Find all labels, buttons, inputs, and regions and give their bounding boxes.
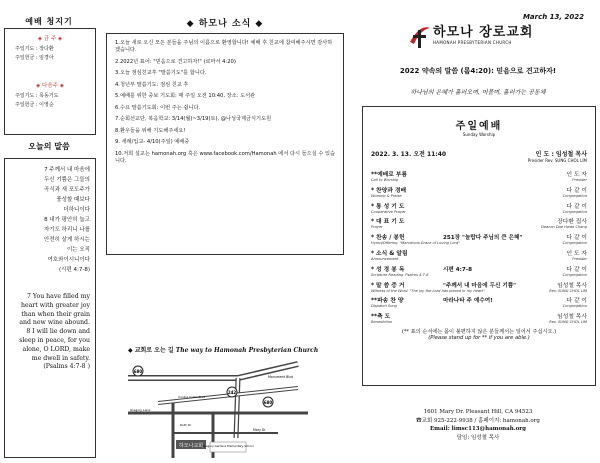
order-detail-en [402, 194, 563, 198]
verse-line: 두신 기쁨은 그들의 [43, 177, 90, 183]
news-item: 6.수요 말씀기도회: 이번 주는 쉽니다. [115, 104, 201, 111]
worship-presider-en: Presider Rev. SUNG CHOL LIM [527, 158, 587, 163]
directions-header [128, 345, 318, 354]
map-road-label: Gregory Lane [130, 408, 151, 412]
steward-group-this-week [9, 34, 91, 63]
verse-line: 곡식과 새 포도주가 [43, 187, 90, 193]
worship-presider: 인 도 : 임성철 목사 [535, 151, 587, 158]
verse-line: than when their grain [21, 310, 90, 318]
order-leader: 임성철 목사 [557, 314, 587, 321]
verse-header: 오늘의 말씀 [28, 142, 70, 151]
verse-line: 7 You have filled my [27, 293, 90, 300]
order-name-en: Dispatch Song [371, 304, 397, 309]
order-name: * 대 표 기 도 [371, 219, 405, 226]
order-name: **파송 찬 양 [371, 298, 404, 305]
order-leader-en: Congregation [562, 272, 587, 277]
verse-english [10, 293, 90, 372]
map-shield-label: 680 [263, 400, 273, 405]
steward-row: 주일헌금 : 임경아 [15, 55, 54, 61]
news-item: 2.2022년 표어: "믿음으로 견고하자!" (로마서 4:20) [115, 58, 236, 65]
order-item [371, 280, 587, 293]
news-header: ◆ 하모나 소식 ◆ [186, 19, 264, 29]
verse-box [4, 158, 96, 458]
order-name-en: Witness of the Word [371, 288, 408, 293]
standing-note-en: (Please stand up for ** if you are able.) [428, 335, 530, 342]
order-leader: 인 도 자 [566, 172, 587, 178]
left-column [0, 0, 98, 463]
order-detail-en: "Marvelous Grace of Loving Lord" [399, 241, 460, 246]
order-name: * 통 성 기 도 [371, 203, 405, 210]
verse-line: 8 내가 평안히 눕고 [44, 217, 90, 223]
order-detail: 251장 "놀랍다 주님의 큰 은혜" [443, 235, 523, 242]
order-leader-en: Congregation [562, 241, 587, 246]
order-name-en: Benediction [371, 320, 393, 325]
order-detail-en: Psalms 4:7-8 [405, 272, 429, 277]
verse-line: sleep in peace, for you [19, 336, 90, 344]
order-leader-en: Presider [572, 256, 587, 261]
order-name: * 찬양과 경배 [371, 187, 407, 194]
map-road-label: Mary Dr [253, 428, 266, 432]
order-item [371, 185, 587, 198]
order-detail-en [398, 257, 572, 261]
map-school-label: Gregory Gardens Elementary School [202, 444, 254, 448]
order-leader: 임성철 목사 [557, 282, 587, 289]
order-item [371, 295, 587, 308]
news-box [106, 33, 344, 255]
map-road-label: Monument Blvd [268, 375, 294, 379]
logo-cross-vertical [418, 30, 421, 48]
news-item: 1.오늘 새로 오신 모든 분들을 주님의 이름으로 환영합니다! 예배 후 친교에 참여해주시면 감사하겠습니다. [115, 40, 333, 54]
steward-group-next-week [9, 81, 91, 110]
church-name-en: HAMONAH PRESBYTERIAN CHURCH [433, 40, 512, 45]
verse-line: me dwell in safety. [31, 354, 90, 362]
order-detail-en [398, 178, 572, 182]
order-detail-en [392, 320, 549, 324]
order-name-en: Scripture Reading [371, 272, 404, 277]
steward-row: 주일기도 : 목동기도 [15, 93, 59, 99]
middle-column [100, 0, 350, 463]
order-leader-en: Congregation [562, 193, 587, 198]
church-map [118, 358, 308, 460]
worship-date: 2022. 3. 13. 오전 11:40 [371, 151, 447, 158]
church-contact [356, 408, 600, 442]
order-detail: "주께서 내 마음에 두신 기쁨" [443, 282, 517, 289]
verse-line: (시편 4:7-8) [58, 267, 90, 273]
order-item [371, 216, 587, 229]
order-name-en: Worship & Praise [371, 193, 402, 198]
church-email: Email: limsc113@hamonah.org [429, 426, 527, 432]
verse-line: heart with greater joy [21, 301, 90, 309]
map-shield-label: 680 [133, 369, 143, 374]
order-leader: 다 같 이 [566, 187, 587, 194]
order-leader: 장다환 집사 [557, 219, 587, 226]
order-name-en: Cooperative Prayer [371, 209, 406, 214]
verse-line: 자기도 하리니 나를 [43, 227, 90, 233]
order-detail-en [397, 304, 563, 308]
order-name: **축 도 [371, 314, 391, 321]
order-detail-en [406, 210, 563, 214]
order-name-en: Announcement [371, 256, 399, 261]
directions-label-en: The way to Hamonah Presbyterian Church [175, 347, 319, 354]
motto: 2022 약속의 말씀 (롬4:20): 믿음으로 견고하자! [399, 67, 557, 75]
order-detail-en: "The joy the Lord has placed in my heart" [409, 288, 485, 293]
church-logo-icon [408, 20, 432, 50]
order-leader-en: Rev. SUNG CHOL LIM [549, 320, 587, 325]
news-item: 4.청년부 말씀기도: 점심 친교 후 [115, 81, 189, 88]
verse-line: 더하니이다 [63, 207, 90, 213]
right-column [356, 0, 600, 463]
offering-header: 예배 청지기 [25, 17, 73, 26]
steward-group-title: ◈ 금 주 ◈ [37, 36, 63, 42]
verse-line: 풍성할 때보다 [56, 197, 90, 203]
order-leader-en: Rev. SUNG CHOL LIM [549, 288, 587, 293]
order-name: * 찬송 / 봉헌 [371, 235, 405, 242]
order-name-en: Call to Worship [371, 178, 399, 182]
church-name-kr: 하모나 장로교회 [433, 25, 534, 40]
map-road-label: Contra Costa Blvd [178, 395, 206, 399]
order-name: * 성 경 봉 독 [371, 266, 405, 273]
order-detail: 마라나타 주 예수여! [443, 298, 493, 305]
news-item: 9. 세례/입교- 4/10(주일) 예배중 [115, 139, 190, 146]
order-leader-en: Presider [572, 178, 587, 182]
news-item: 8.환우들을 위해 기도해주세요! [115, 127, 186, 134]
order-item [371, 169, 587, 182]
order-leader: 다 같 이 [566, 266, 587, 273]
church-pastor: 담임: 임성철 목사 [456, 434, 500, 441]
order-item [371, 232, 587, 245]
order-name-en: Prayer [371, 225, 383, 230]
map-road-label: Ruth Dr [180, 423, 192, 427]
worship-date-row [371, 149, 587, 158]
order-leader: 다 같 이 [566, 203, 587, 210]
steward-box [4, 28, 96, 135]
logo-cross-horizontal [413, 35, 426, 38]
verse-korean [10, 165, 90, 275]
verse-line: 여호와이시니이다 [47, 257, 90, 263]
church-phone: ☎교회 925-222-9938 / 홈페이지: hamonah.org [416, 417, 540, 424]
standing-note: (** 표의 순서에는 몸이 불편하지 않은 분들께서는 일어서 주십시오.) [401, 329, 557, 336]
order-name: * 소식 & 알림 [371, 250, 408, 257]
worship-title: 주일예배 [455, 121, 503, 132]
order-leader: 다 같 이 [566, 298, 587, 305]
verse-line: (Psalms 4:7-8 ) [43, 363, 90, 371]
order-item [371, 201, 587, 214]
directions-label-kr: ◆ 교회로 오는 길 [128, 347, 174, 354]
steward-row: 주일기도 : 장다환 [15, 46, 54, 52]
order-leader-en: Congregation [562, 209, 587, 214]
order-item [371, 311, 587, 324]
bulletin-date: March 13, 2022 [522, 13, 584, 21]
news-item: 5.예배를 위한 중보 기도회: 매 주일 오전 10:40, 장소: 도서관 [115, 93, 256, 100]
steward-group-title: ◈ 다음주 ◈ [36, 83, 64, 89]
verse-line: 안전히 살게 하시는 [43, 237, 90, 243]
order-name-en: Hymn/Offering [371, 241, 398, 246]
order-detail-en [383, 225, 541, 229]
verse-line: alone, O LORD, make [22, 345, 90, 353]
order-item [371, 248, 587, 261]
news-item: 3.오늘 점심친교후 "말씀기도"를 합니다. [115, 70, 207, 77]
order-leader-en: Deacon Dae Hwan Chang [541, 225, 587, 230]
worship-order-box [362, 106, 596, 386]
order-detail: 시편 4:7-8 [443, 266, 472, 273]
verse-line: 이는 오직 [66, 247, 90, 253]
verse-line: 8 I will lie down and [26, 328, 90, 336]
church-address: 1601 Mary Dr. Pleasant Hill, CA 94523 [423, 409, 533, 415]
order-name: **예배로 부름 [371, 172, 408, 178]
map-shield-label: 242 [227, 390, 237, 395]
order-name: * 말 씀 증 거 [371, 282, 405, 289]
news-item: 10.저희 설교는 hamonah.org 혹은 www.facebook.com/Hamonah 에서 다시 들으실 수 있습니다. [115, 150, 336, 164]
order-leader: 다 같 이 [566, 235, 587, 242]
order-item [371, 264, 587, 277]
news-item: 7.순회선교단, 복음학교: 3/14(월)~3/19(토), @나성국제금식기도원 [115, 116, 272, 123]
worship-subtitle: Sunday Worship [462, 132, 496, 137]
order-leader-en: Congregation [562, 304, 587, 309]
motto-subline: 하나님의 은혜가 흘러오며, 머물며, 흘러가는 공동체 [410, 89, 546, 96]
verse-line: 7 주께서 내 마음에 [44, 167, 90, 173]
order-leader: 인 도 자 [566, 250, 587, 257]
verse-line: and new wine abound. [19, 319, 90, 327]
steward-row: 주일헌금 : 이영순 [15, 102, 54, 108]
map-church-label: 하모나교회 [178, 443, 204, 449]
